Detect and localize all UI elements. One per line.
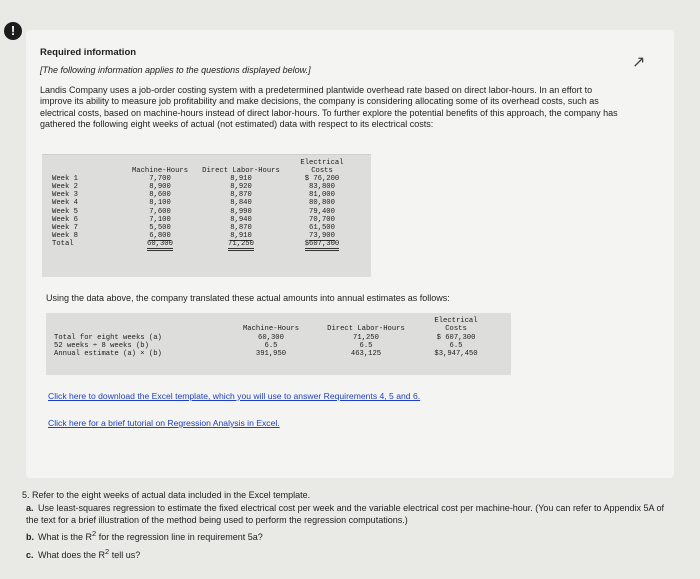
regression-tutorial-link[interactable]: Click here for a brief tutorial on Regression Analysis in Excel. bbox=[48, 418, 280, 428]
header-electrical: Electrical bbox=[300, 159, 344, 167]
table-row: Week 2 8,900 8,920 83,800 bbox=[52, 183, 335, 192]
header-labor-hours: Direct Labor-Hours bbox=[202, 167, 280, 176]
header-costs: Costs bbox=[311, 167, 333, 176]
weekly-data-table bbox=[42, 154, 371, 277]
table-row: Week 7 5,500 8,870 61,500 bbox=[52, 223, 335, 232]
table-row: Week 3 8,600 8,870 81,000 bbox=[52, 191, 335, 200]
header-labor-hours: Direct Labor-Hours bbox=[327, 325, 405, 334]
section-title: Required information bbox=[40, 47, 137, 58]
table-row: Week 8 6,800 8,910 73,900 bbox=[52, 231, 335, 240]
table-total-row: Total 60,300 71,250 $607,300 bbox=[52, 240, 358, 248]
info-note: [The following information applies to the questions displayed below.] bbox=[40, 65, 311, 75]
table-row: Week 5 7,600 8,990 79,400 bbox=[52, 207, 335, 216]
table-row: 52 weeks ÷ 8 weeks (b) 6.5 6.5 6.5 bbox=[54, 341, 463, 350]
header-machine-hours: Machine-Hours bbox=[242, 325, 300, 334]
requirement-label: 5. Refer to the eight weeks of actual data included in the Excel template. bbox=[22, 490, 311, 500]
alert-icon: ! bbox=[4, 22, 22, 40]
header-electrical: Electrical bbox=[434, 317, 478, 325]
table-row: Annual estimate (a) × (b) 391,950 463,125 $3,947,450 bbox=[54, 350, 478, 359]
header-machine-hours: Machine-Hours bbox=[131, 167, 189, 176]
table-row: Total for eight weeks (a) 60,300 71,250 $ 607,300 bbox=[54, 333, 476, 342]
requirement-questions bbox=[26, 503, 676, 563]
table-row: Week 1 7,700 8,910 $ 76,200 bbox=[52, 175, 340, 184]
question-c: c. What does the $R^2$ tell us? bbox=[26, 546, 141, 560]
using-text: Using the data above, the company translated these actual amounts into annual estimates as follows: bbox=[46, 293, 450, 303]
question-a: a. Use least-squares regression to estimate the fixed electrical cost per week and the variable electrical cost per machine-hour. (You can refer to Appendix 5A of the text for a brief illustration of the method being used to perform the regression computations.) bbox=[26, 503, 665, 525]
excel-template-link[interactable]: Click here to download the Excel template, which you will use to answer Requirements 4, 5 and 6. bbox=[48, 391, 421, 401]
intro-paragraph: Landis Company uses a job-order costing system with a predetermined plantwide overhead rate based on direct labor-hours. In an effort to improve its ability to measure job profitability and make decisions, the company is considering allocating some of its overhead costs, such as electrical costs, based on machine-hours instead of direct labor-hours. To further explore the potential benefits of this approach, the company has gathered the following eight weeks of actual (not estimated) data with respect to its electrical costs: bbox=[40, 85, 618, 129]
table-row: Week 4 8,100 8,840 80,800 bbox=[52, 199, 335, 208]
table-row: Week 6 7,100 8,940 70,700 bbox=[52, 215, 335, 224]
annual-estimate-table bbox=[46, 313, 511, 375]
question-b: b. What is the $R^2$ for the regression line in requirement 5a? bbox=[26, 529, 263, 542]
header-costs: Costs bbox=[445, 325, 467, 334]
cursor-icon: ↗ bbox=[632, 54, 646, 71]
